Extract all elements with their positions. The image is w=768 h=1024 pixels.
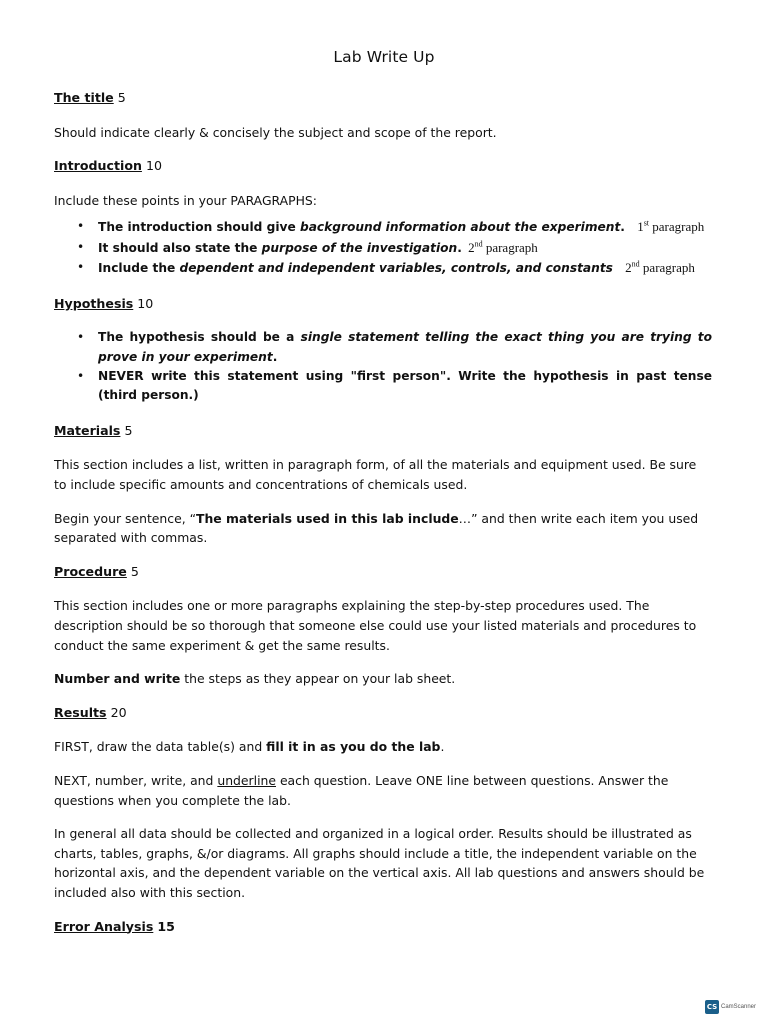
list-item: • It should also state the purpose of the investigation. 2nd paragraph [77, 239, 538, 255]
camscanner-icon: CS [705, 1000, 719, 1014]
heading-label: Results [54, 704, 107, 720]
section-heading-results [54, 703, 712, 723]
heading-label: Procedure [54, 563, 127, 579]
heading-label: Materials [54, 422, 121, 438]
materials-description: This section includes a list, written in paragraph form, of all the materials and equipment used. Be sure to include specific amounts and concentrations of chemicals used. [54, 457, 697, 492]
heading-label: Error Analysis [54, 918, 154, 934]
results-general: In general all data should be collected and organized in a logical order. Results should be illustrated as charts, tables, graphs, &/or diagrams. All graphs should include a title, the independent variable on the horizontal axis, and the dependent variable on the vertical axis. All lab questions and answers should be included also with this section. [54, 826, 705, 900]
heading-points: 5 [117, 90, 126, 105]
heading-points: 15 [157, 918, 175, 934]
title-description: Should indicate clearly & concisely the subject and scope of the report. [54, 124, 497, 140]
section-heading-error-analysis [54, 917, 712, 937]
section-heading-hypothesis [54, 294, 712, 314]
list-item: • Include the dependent and independent variables, controls, and constants 2nd paragraph [77, 259, 695, 276]
list-item: • The hypothesis should be a single statement telling the exact thing you are trying to prove in your experiment. [77, 330, 712, 364]
introduction-bullet-list [54, 217, 712, 278]
list-item: • The introduction should give background information about the experiment. 1st paragraph [77, 219, 705, 235]
introduction-lead: Include these points in your PARAGRAPHS: [54, 192, 317, 208]
paragraph-note: 2nd paragraph [468, 239, 538, 255]
results-next: NEXT, number, write, and underline each question. Leave ONE line between questions. Answer the questions when you complete the lab. [54, 772, 669, 808]
heading-points: 5 [130, 563, 139, 579]
section-heading-introduction [54, 156, 712, 176]
page-title: Lab Write Up [333, 48, 435, 66]
heading-label: Hypothesis [54, 295, 134, 311]
heading-points: 10 [145, 158, 162, 174]
section-heading-title [54, 88, 712, 108]
heading-points: 5 [124, 422, 133, 438]
heading-points: 10 [137, 295, 154, 311]
section-heading-materials [54, 421, 712, 441]
list-item: • NEVER write this statement using "first person". Write the hypothesis in past tense (third person.) [77, 369, 712, 403]
results-first: FIRST, draw the data table(s) and fill it in as you do the lab. [54, 739, 445, 755]
heading-label: Introduction [54, 158, 142, 174]
document-body [54, 88, 712, 951]
paragraph-note: 1st paragraph [637, 219, 705, 235]
procedure-number-write: Number and write the steps as they appear on your lab sheet. [54, 671, 456, 687]
procedure-description: This section includes one or more paragraphs explaining the step-by-step procedures used. The description should be so thorough that someone else could use your listed materials and procedures to conduct the same experiment & get the same results. [54, 598, 697, 653]
heading-points: 20 [110, 704, 127, 720]
materials-sentence: Begin your sentence, “The materials used in this lab include…” and then write each item you used separated with commas. [54, 510, 699, 546]
heading-label: The title [54, 90, 114, 105]
camscanner-label: CamScanner [720, 1004, 756, 1010]
paragraph-note: 2nd paragraph [625, 259, 695, 276]
hypothesis-bullet-list [54, 328, 712, 406]
section-heading-procedure [54, 562, 712, 582]
camscanner-watermark [705, 1000, 756, 1014]
